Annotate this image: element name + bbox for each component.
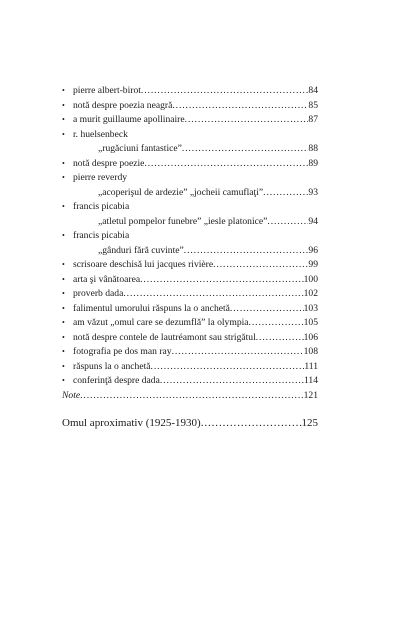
toc-entry[interactable] [62,157,318,172]
dot-leader [256,331,304,346]
entry-title: „acoperişul de ardezie” „jocheii camuflaţi” [98,186,264,198]
toc-section[interactable] [62,415,318,431]
toc-notes[interactable] [62,389,318,404]
dot-leader [267,215,308,230]
toc-entry[interactable] [62,171,318,186]
entry-title: francis picabia [73,230,130,241]
bullet-icon: • [62,115,65,124]
bullet-icon: • [62,332,65,342]
bullet-icon: • [62,289,65,298]
entry-page: 89 [308,157,318,169]
bullet-icon: • [62,347,65,356]
entry-page: 103 [303,302,318,314]
entry-title: proverb dada [73,288,124,299]
entry-title: conferinţă despre dada [73,375,160,386]
entry-title: notă despre poezie [73,157,145,169]
dot-leader [184,244,309,259]
notes-page: 121 [303,389,318,401]
dot-leader [172,99,308,114]
entry-title: notă despre contele de lautréamont sau strigătul [73,331,256,343]
entry-title: am văzut „omul care se dezumflă” la olympia [73,317,249,328]
entry-title: „atletul pompelor funebre” „iesle platonice” [98,215,268,227]
dot-leader [263,186,308,201]
entry-page: 87 [308,114,318,125]
toc-subentry[interactable] [62,186,318,201]
bullet-icon: • [62,303,65,313]
toc-entry[interactable] [62,374,318,389]
bullet-icon: • [62,318,65,327]
dot-leader [213,258,308,273]
bullet-icon: • [62,129,65,139]
entry-title: falimentul umorului răspuns la o anchetă [73,302,230,314]
dot-leader [144,157,308,172]
dot-leader [201,415,302,431]
toc-subentry[interactable] [62,142,318,157]
bullet-icon: • [62,231,65,240]
entry-title: pierre albert-birot [73,85,141,96]
toc-entry[interactable] [62,287,318,302]
entry-title: pierre reverdy [73,172,128,183]
toc-entry[interactable] [62,200,318,215]
entry-page: 108 [303,346,318,357]
bullet-icon: • [62,376,65,385]
entry-page: 96 [308,244,318,256]
entry-page: 99 [308,259,318,270]
toc-entry[interactable] [62,229,318,244]
entry-page: 93 [308,186,318,198]
entry-page: 88 [308,143,318,154]
dot-leader [141,84,308,99]
dot-leader [160,374,304,389]
toc-subentry[interactable] [62,215,318,230]
toc-entry[interactable] [62,345,318,360]
bullet-icon: • [62,158,65,168]
entry-page: 85 [308,99,318,111]
dot-leader [185,113,309,128]
toc-entry[interactable] [62,258,318,273]
section-title: Omul aproximativ (1925-1930) [62,417,201,429]
toc-entry[interactable] [62,273,318,288]
entry-page: 105 [303,317,318,328]
entry-page: 94 [308,215,318,227]
entry-title: „gânduri fără cuvinte” [98,244,184,256]
entry-title: răspuns la o anchetă [73,360,151,372]
bullet-icon: • [62,274,65,284]
entry-title: a murit guillaume apollinaire [73,114,185,125]
toc-entry[interactable] [62,331,318,346]
bullet-icon: • [62,86,65,95]
section-page: 125 [301,417,318,429]
dot-leader [151,360,305,375]
entry-title: fotografia pe dos man ray [73,346,172,357]
toc-entry[interactable] [62,99,318,114]
entry-page: 100 [303,273,318,285]
entry-title: notă despre poezia neagră [73,99,173,111]
notes-title: Note [62,389,81,401]
table-of-contents [62,84,318,431]
toc-entry[interactable] [62,128,318,143]
bullet-icon: • [62,260,65,269]
entry-title: r. huelsenbeck [73,128,128,140]
entry-title: francis picabia [73,201,130,212]
dot-leader [230,302,304,317]
toc-entry[interactable] [62,360,318,375]
dot-leader [172,345,304,360]
bullet-icon: • [62,173,65,182]
dot-leader [182,142,309,157]
bullet-icon: • [62,100,65,110]
entry-page: 114 [303,375,318,386]
toc-entry[interactable] [62,113,318,128]
toc-entry[interactable] [62,316,318,331]
entry-page: 106 [303,331,318,343]
entry-title: scrisoare deschisă lui jacques rivière [73,259,214,270]
entry-title: arta şi vânătoarea [73,273,141,285]
entry-page: 111 [304,360,318,372]
toc-subentry[interactable] [62,244,318,259]
dot-leader [80,389,303,404]
entry-title: „rugăciuni fantastice” [98,143,182,154]
entry-page: 84 [308,85,318,96]
dot-leader [140,273,303,288]
dot-leader [249,316,304,331]
toc-entry[interactable] [62,84,318,99]
bullet-icon: • [62,202,65,211]
dot-leader [123,287,303,302]
entry-page: 102 [303,288,318,299]
toc-entry[interactable] [62,302,318,317]
bullet-icon: • [62,361,65,371]
